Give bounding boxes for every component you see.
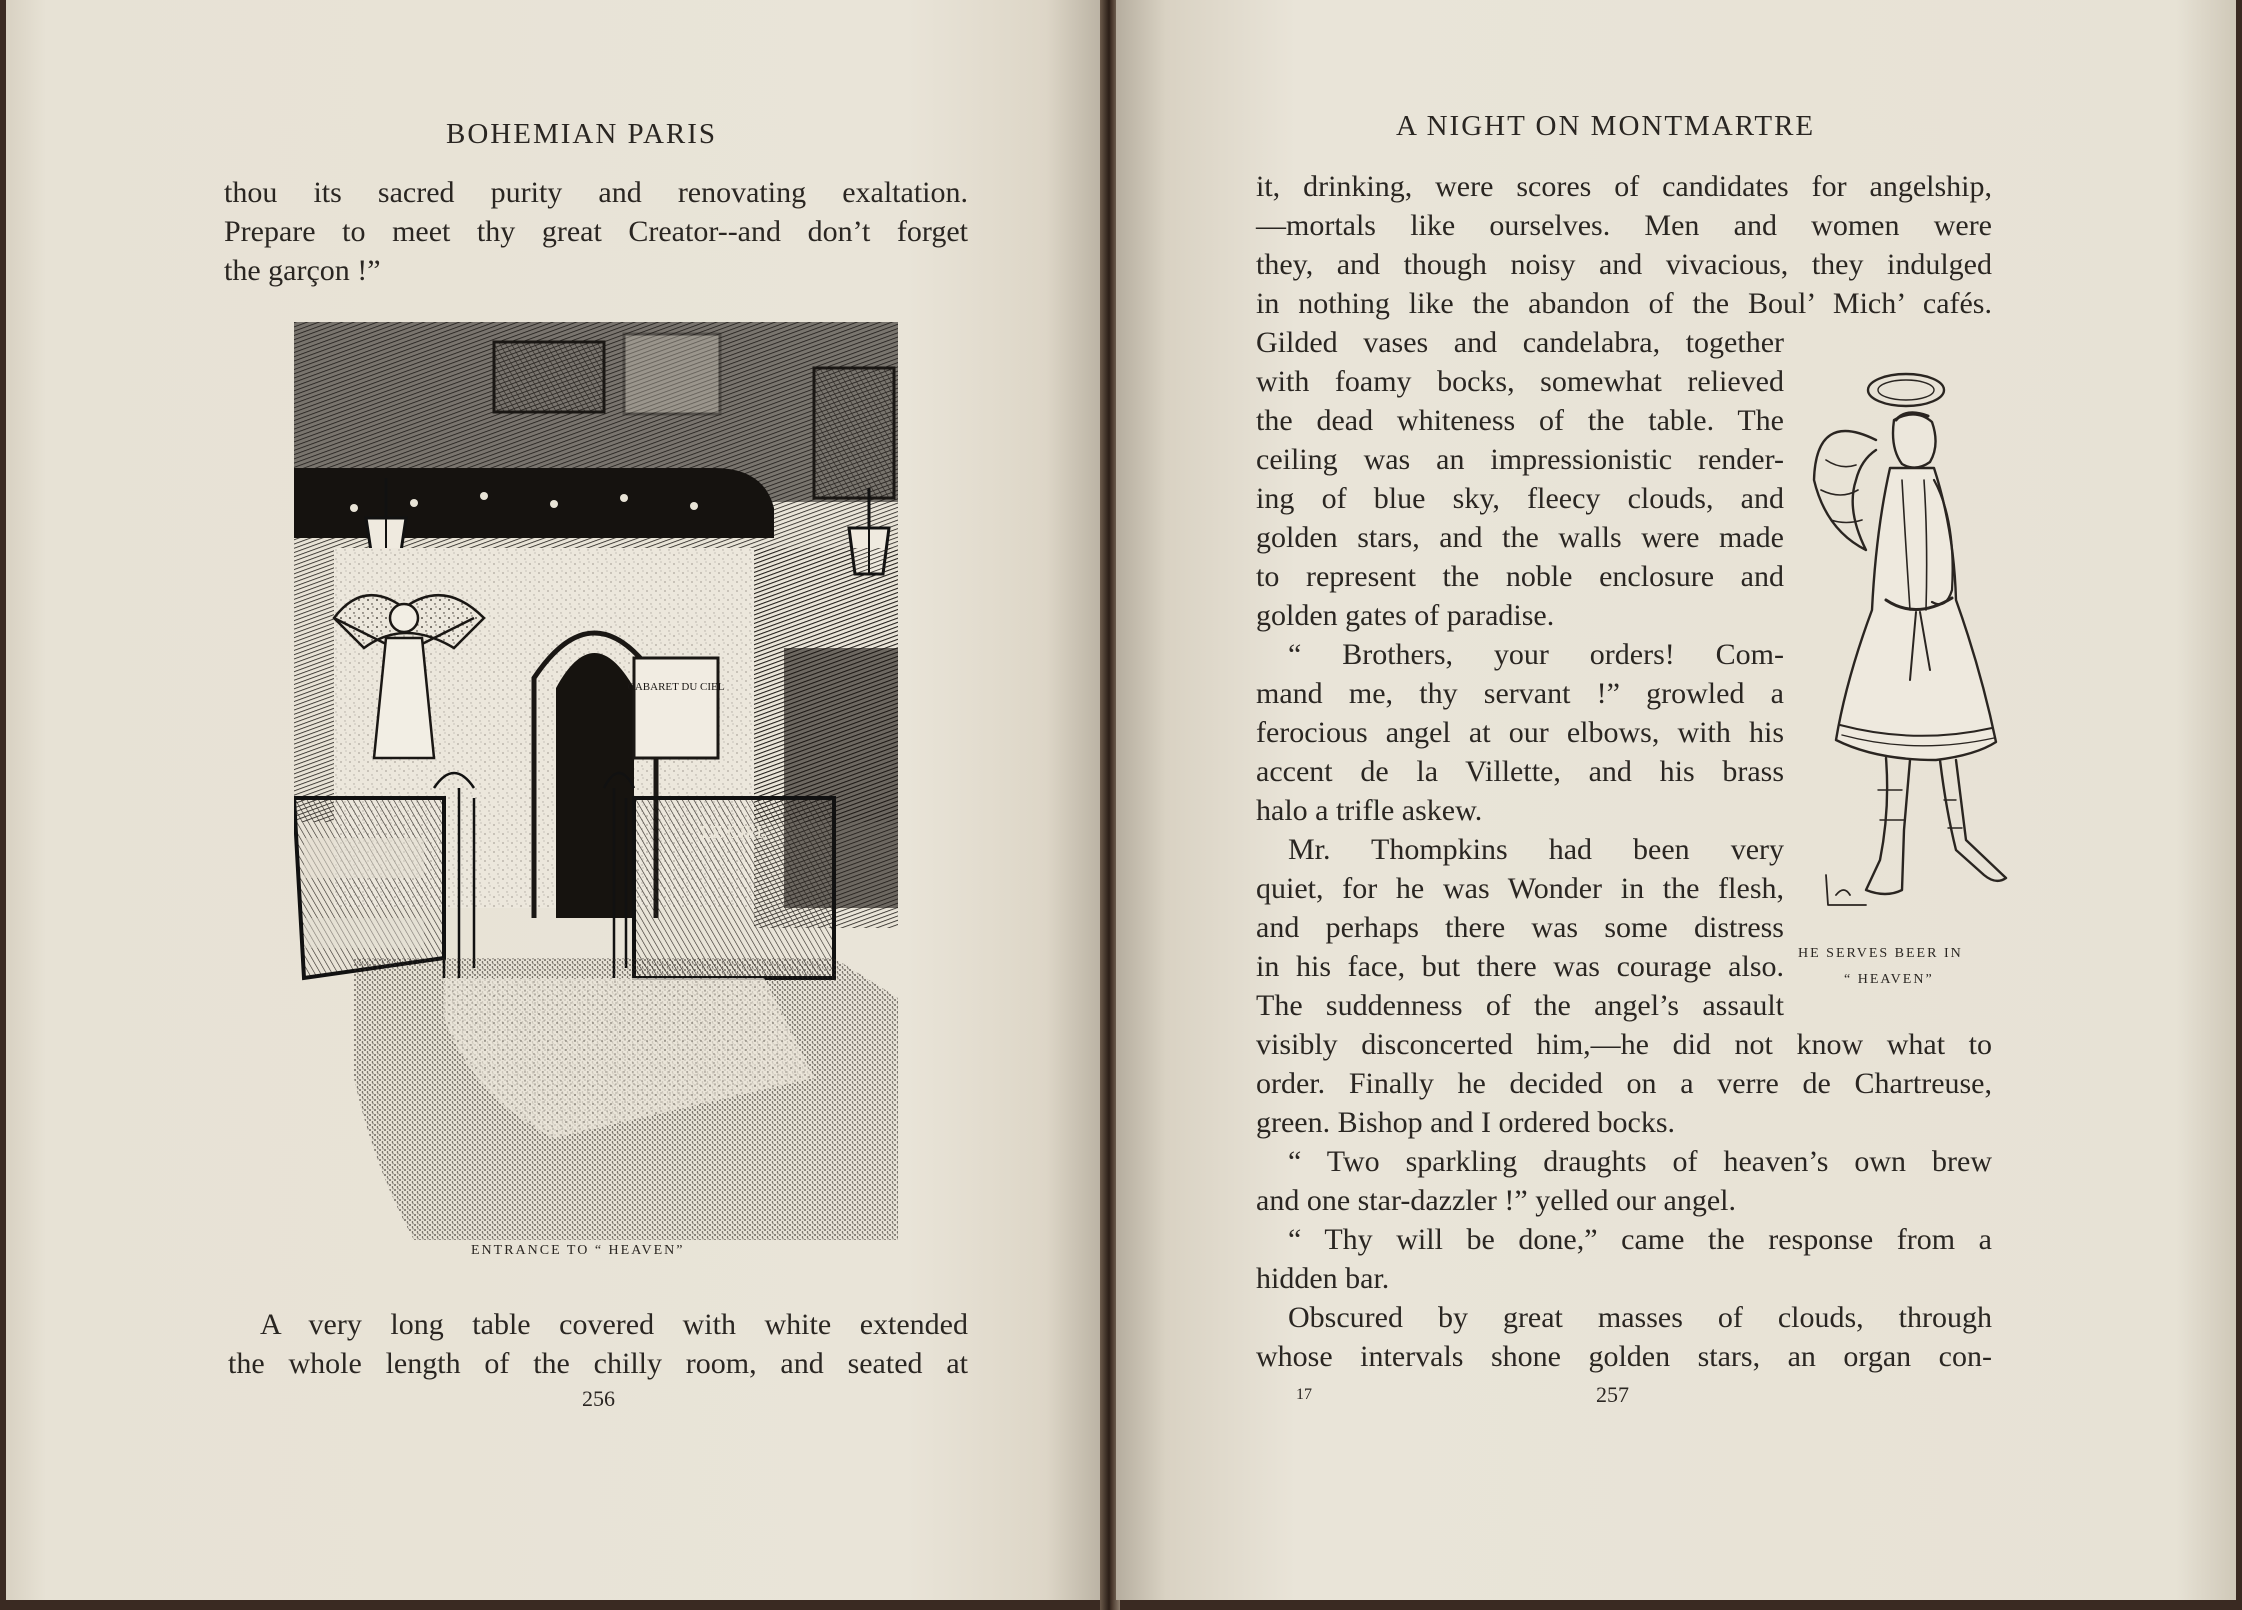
text-line: Gilded vases and candelabra, together [1256,326,1784,359]
text-line: ing of blue sky, fleecy clouds, and [1256,482,1784,515]
angel-caption-line2: “ HEAVEN” [1844,972,1934,987]
entrance-illustration [294,318,898,1240]
arch-doorway [556,653,634,918]
text-line: A very long table covered with white extended [260,1308,968,1341]
left-top-paragraph [224,173,968,290]
wall-sign [628,658,725,758]
text-line: Prepare to meet thy great Creator--and don’t forget [224,215,968,248]
text-line: the garçon !” [224,254,381,287]
text-line: golden gates of paradise. [1256,599,1555,632]
text-line: they, and though noisy and vivacious, they indulged [1256,248,1992,281]
text-line: “ Thy will be done,” came the response from a [1288,1223,1992,1256]
illustration-caption: ENTRANCE TO “ HEAVEN” [471,1243,685,1258]
left-signboard [294,798,444,978]
left-page [6,0,1104,1600]
right-narrow-column [1256,323,1784,1025]
text-line: “ Brothers, your orders! Com- [1288,638,1784,671]
text-line: the whole length of the chilly room, and seated at [228,1347,968,1380]
left-bottom-paragraph [228,1305,968,1383]
text-line: “ Two sparkling draughts of heaven’s own brew [1288,1145,1992,1178]
text-line: The suddenness of the angel’s assault [1256,989,1784,1022]
text-line: halo a trifle askew. [1256,794,1483,827]
right-signboard [634,798,834,978]
angel-waiter-illustration [1806,350,2026,940]
text-line: visibly disconcerted him,—he did not know what to [1256,1028,1992,1061]
artist-signature [1826,875,1866,905]
text-line: mand me, thy servant !” growled a [1256,677,1784,710]
text-line: in nothing like the abandon of the Boul’ Mich’ cafés. [1256,287,1992,320]
text-line: ceiling was an impressionistic render- [1256,443,1784,476]
running-head-left: BOHEMIAN PARIS [446,118,718,150]
page-number-right: 257 [1596,1382,1629,1407]
text-line: ferocious angel at our elbows, with his [1256,716,1784,749]
text-line: hidden bar. [1256,1262,1390,1295]
text-line: order. Finally he decided on a verre de Chartreuse, [1256,1067,1992,1100]
text-line: green. Bishop and I ordered bocks. [1256,1106,1676,1139]
running-head-right: A NIGHT ON MONTMARTRE [1396,110,1816,142]
text-line: Obscured by great masses of clouds, through [1288,1301,1992,1334]
text-line: and one star-dazzler !” yelled our angel. [1256,1184,1736,1217]
text-line: it, drinking, were scores of candidates for angelship, [1256,170,1992,203]
text-line: in his face, but there was courage also. [1256,950,1784,983]
halo [1868,374,1944,406]
right-top-paragraph [1256,167,1992,323]
page-number-left: 256 [582,1386,615,1411]
text-line: the dead whiteness of the table. The [1256,404,1784,437]
text-line: with foamy bocks, somewhat relieved [1256,365,1784,398]
text-line: —mortals like ourselves. Men and women were [1256,209,1992,242]
text-line: quiet, for he was Wonder in the flesh, [1256,872,1784,905]
right-page [1116,0,2236,1600]
text-line: golden stars, and the walls were made [1256,521,1784,554]
text-line: thou its sacred purity and renovating exaltation. [224,176,968,209]
text-line: Mr. Thompkins had been very [1288,833,1784,866]
text-line: accent de la Villette, and his brass [1256,755,1784,788]
text-line: and perhaps there was some distress [1256,911,1784,944]
angel-caption-line1: HE SERVES BEER IN [1798,946,1963,961]
right-bottom-paragraph [1256,1025,1992,1376]
text-line: whose intervals shone golden stars, an organ con- [1256,1340,1992,1373]
svg-text:LE CIEL: LE CIEL [700,822,768,842]
signature-mark: 17 [1296,1386,1312,1403]
svg-text:CABARET DU CIEL: CABARET DU CIEL [627,681,725,693]
text-line: to represent the noble enclosure and [1256,560,1784,593]
